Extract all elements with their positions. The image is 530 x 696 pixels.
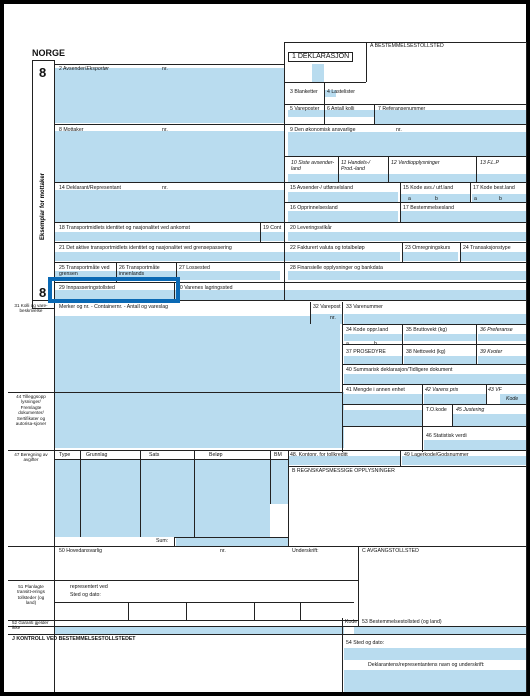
field-20-delivery-terms[interactable] — [288, 232, 526, 241]
box-12-label: 12 Verdiopplysninger — [391, 160, 440, 166]
box-52-side-label: 52 Garanti gjelder ikke — [12, 620, 49, 631]
box-27-label: 27 Lossested — [179, 265, 210, 271]
box-20-label: 20 Leveringsvilkår — [290, 225, 332, 231]
field-53-destination-office[interactable] — [354, 626, 526, 634]
box-23-label: 23 Omregningskurs — [405, 245, 451, 251]
box-34-sub-a: a — [346, 341, 349, 347]
field-9-financial-responsible[interactable] — [288, 132, 526, 156]
box-19-label: 19 Cont — [263, 225, 282, 231]
box-29-label: 29 Innpasseringstollsted — [59, 285, 115, 291]
field-47-tax-calculation[interactable] — [54, 459, 270, 537]
box-45-label: 45 Justering — [456, 407, 485, 413]
code-label: Kode — [345, 619, 358, 625]
field-15-dispatch-country[interactable] — [288, 192, 398, 202]
field-2-exporter[interactable] — [54, 68, 284, 123]
box-14-nr: nr. — [162, 185, 168, 191]
col-type: Type — [59, 452, 71, 458]
box-16-label: 16 Opprinnelsesland — [290, 205, 338, 211]
field-16-origin[interactable] — [288, 211, 398, 222]
box-30-label: 30 Varenes lagringssted — [177, 285, 233, 291]
field-33-commodity-code[interactable] — [344, 314, 526, 324]
box-17-label: 17 Bestemmelsesland — [403, 205, 455, 211]
box-44-side-label: 44 Tilleggsopp lysninger/ Fremlagte dokumenter/ Sertifikater og autorisa-sjoner — [15, 394, 47, 427]
box-21-label: 21 Det aktive transportmidlets identitet og nasjonalitet ved grensepassering — [59, 245, 232, 251]
field-31-goods-description[interactable] — [54, 316, 340, 392]
box-26-label: 26 Transportmåte innenlands — [119, 265, 160, 277]
box-11-label: 11 Handels-/ Prod.-land — [341, 160, 371, 172]
copy-number-bottom: 8 — [39, 285, 47, 300]
box-7-label: 7 Referansenummer — [378, 106, 426, 112]
field-28-financial-info[interactable] — [288, 271, 526, 280]
box-33-label: 33 Varenummer — [346, 304, 383, 310]
field-23-exchange-rate[interactable] — [402, 252, 458, 261]
field-44-additional-info[interactable] — [54, 392, 344, 448]
box-31-side-label: 31 Kolli og vare-beskrivelse — [14, 303, 48, 314]
field-42-item-price[interactable] — [424, 394, 486, 404]
box-17a-sub-b: b — [499, 196, 502, 202]
box-32-label: 32 Varepost — [313, 304, 341, 310]
box-25-label: 25 Transportmåte ved grensen — [59, 265, 110, 277]
field-18-transport-id[interactable] — [54, 232, 284, 241]
box-3-label: 3 Blanketter — [290, 89, 318, 95]
field-34-origin-code[interactable] — [344, 334, 402, 341]
box-15-label: 15 Avsender-/ utførselsland — [290, 185, 354, 191]
field-7-reference[interactable] — [374, 110, 526, 124]
customs-declaration-form — [4, 4, 526, 692]
box-53-label: 53 Bestemmelsestollsted (og land) — [362, 619, 442, 625]
box-38-label: 38 Nettovekt (kg) — [406, 349, 446, 355]
box-37-label: 37 PROSEDYRE — [346, 349, 386, 355]
field-44-to-code[interactable] — [344, 410, 422, 426]
field-37-procedure[interactable] — [344, 356, 402, 364]
box-31-label: Merker og nr. - Containernr. - Antall og vareslag — [59, 304, 168, 310]
box-8-label: 8 Mottaker — [59, 127, 84, 133]
section-c-label: C AVGANGSTOLLSTED — [362, 548, 419, 554]
copy-side-title: Eksemplar for mottaker — [40, 172, 46, 240]
field-21-active-transport[interactable] — [54, 252, 284, 261]
box-15a-label: 15 Kode avs./ utf.land — [403, 185, 454, 191]
box-50-nr: nr. — [220, 548, 226, 554]
box-48-label: 48. Kontonr. for tollkreditt — [290, 452, 348, 458]
box-10-label: 10 Siste avsender-land — [291, 160, 335, 172]
box-18-label: 18 Transportmidlets identitet og nasjonalitet ved ankomst — [59, 225, 190, 231]
box-9-label: 9 Den økonomisk ansvarlige — [290, 127, 356, 133]
box-49-label: 49 Lagerkode/Godsnummer — [404, 452, 469, 458]
country-title: NORGE — [32, 48, 66, 58]
box-4-label: 4 Lastelister — [327, 89, 355, 95]
box-39-label: 39 Kvoter — [480, 349, 503, 355]
box-8-nr: nr. — [162, 127, 168, 133]
box-47-side-label: 47 Beregning av avgifter — [14, 452, 48, 463]
represented-by-label: representert ved — [70, 584, 108, 590]
box-34-label: 34 Kode oppr.land — [346, 327, 389, 333]
box-36-label: 36 Preferanse — [480, 327, 513, 333]
field-41-supplementary-units[interactable] — [344, 394, 422, 404]
box-17a-sub-a: a — [474, 196, 477, 202]
section-b-label: B REGNSKAPSMESSIGE OPPLYSNINGER — [292, 468, 395, 474]
field-47-sum[interactable] — [176, 537, 288, 546]
box-24-label: 24 Transaksjonstype — [463, 245, 511, 251]
sum-label: Sum: — [156, 538, 169, 544]
box-2-label: 2 Avsender/Eksportør — [59, 66, 109, 72]
field-54-signature[interactable] — [344, 670, 526, 692]
box-15a-sub-a: a — [408, 196, 411, 202]
field-24-transaction-type[interactable] — [460, 252, 526, 261]
box-51-side-label: 51 Planlagte transitt-erings tollsteder (og land) — [17, 584, 45, 606]
box-43-label: 43 VF — [488, 387, 502, 393]
copy-number: 8 — [39, 65, 47, 80]
field-47-bm-column[interactable] — [270, 459, 288, 504]
box-9-nr: nr. — [396, 127, 402, 133]
box-13-label: 13 F.L.P — [480, 160, 499, 166]
box-17a-label: 17 Kode best.land — [473, 185, 515, 191]
box-22-label: 22 Fakturert valuta og totalbeløp — [290, 245, 365, 251]
box-50-label: 50 Hovedansvarlig — [59, 548, 102, 554]
field-3-forms[interactable] — [312, 64, 324, 82]
signature-label: Underskrift: — [292, 548, 319, 554]
box-15a-sub-b: b — [435, 196, 438, 202]
box-46-label: 46 Statistisk verdi — [426, 433, 467, 439]
box-2-nr: nr. — [162, 66, 168, 72]
box-14-label: 14 Deklarant/Representant — [59, 185, 121, 191]
field-10-12-values[interactable] — [288, 174, 526, 182]
box-54-label: 54 Sted og dato: — [346, 640, 385, 646]
field-14-declarant[interactable] — [54, 190, 284, 222]
field-52-guarantee[interactable] — [54, 626, 344, 634]
section-j-label: J KONTROLL VED BESTEMMELSESTOLLSTEDET — [12, 636, 136, 642]
box-32-nr: nr. — [330, 315, 336, 321]
field-36-preference[interactable] — [478, 334, 526, 341]
box-42-label: 42 Varens pris — [425, 387, 459, 393]
col-bm: BM — [274, 452, 282, 458]
field-40-summary-declaration[interactable] — [344, 374, 526, 384]
col-basis: Grunnlag — [86, 452, 108, 458]
field-46-statistical-value[interactable] — [424, 440, 526, 450]
box-1-label: 1 DEKLARASJON — [288, 52, 353, 62]
box-41-label: 41 Mengde i annen enhet — [346, 387, 405, 393]
field-29-highlight — [48, 277, 180, 303]
field-39-quota[interactable] — [478, 356, 526, 364]
box-6-label: 6 Antall kolli — [327, 106, 355, 112]
box-43-code: Kode — [506, 396, 519, 402]
field-22-invoice-currency[interactable] — [260, 252, 400, 261]
field-8-consignee[interactable] — [54, 131, 284, 182]
col-rate: Sats — [149, 452, 160, 458]
to-code-label: T.O.kode — [426, 407, 447, 413]
field-45-adjustment[interactable] — [452, 414, 526, 426]
box-5-label: 5 Vareposter — [290, 106, 320, 112]
box-28-label: 28 Finansielle opplysninger og bankdata — [290, 265, 383, 271]
field-17-destination[interactable] — [400, 211, 526, 222]
box-35-label: 35 Bruttovekt (kg) — [406, 327, 447, 333]
box-54-signature-label: Deklarantens/representantens navn og underskrift: — [368, 662, 485, 668]
field-38-net-mass[interactable] — [404, 356, 476, 364]
place-date-label: Sted og dato: — [70, 592, 101, 598]
box-34-sub-b: b — [374, 341, 377, 347]
field-54-place-date[interactable] — [344, 648, 526, 660]
field-32-item-number[interactable] — [310, 314, 342, 324]
field-35-gross-mass[interactable] — [404, 334, 476, 341]
section-a-label: A BESTEMMELSESTOLLSTED — [370, 43, 444, 49]
box-40-label: 40 Summarisk deklarasjon/Tidligere dokument — [346, 367, 453, 373]
col-amount: Beløp — [209, 452, 223, 458]
